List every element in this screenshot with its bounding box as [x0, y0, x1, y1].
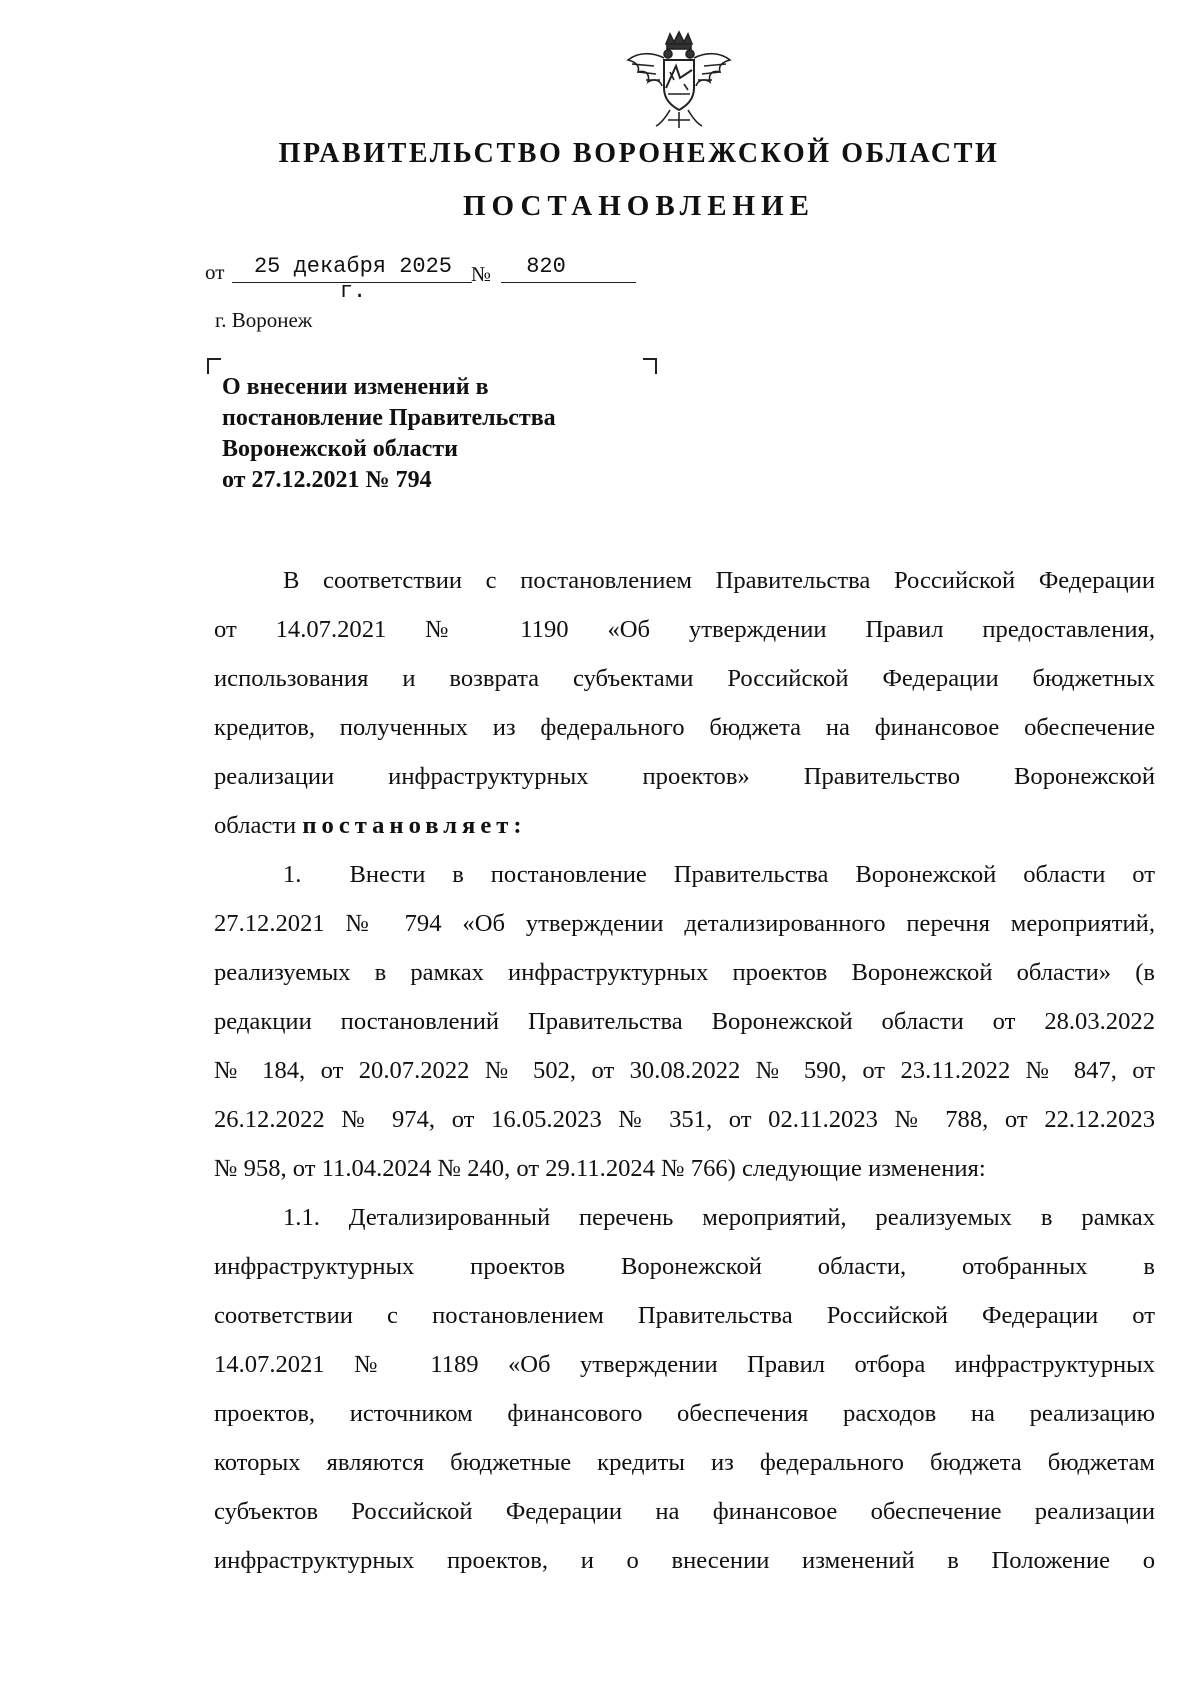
resolves-prefix: области — [214, 812, 297, 839]
from-label: от — [205, 260, 225, 284]
item-number: 1. — [283, 861, 302, 888]
body-line: В соответствии с постановлением Правительства Российской Федерации — [283, 567, 1155, 594]
organization-title: ПРАВИТЕЛЬСТВО ВОРОНЕЖСКОЙ ОБЛАСТИ — [278, 138, 1000, 169]
resolves-keyword: постановляет: — [302, 812, 527, 839]
body-line: № 184, от 20.07.2022 № 502, от 30.08.2022 № 590, от 23.11.2022 № 847, от — [214, 1057, 1155, 1084]
number-underline — [501, 282, 636, 283]
document-date: 25 декабря 2025 г. — [253, 254, 453, 304]
body-line: соответствии с постановлением Правительства Российской Федерации от — [214, 1302, 1155, 1329]
document-type-title: ПОСТАНОВЛЕНИЕ — [462, 190, 815, 222]
body-line: реализации инфраструктурных проектов» Правительство Воронежской — [214, 763, 1155, 790]
body-line: реализуемых в рамках инфраструктурных проектов Воронежской области» (в — [214, 959, 1155, 986]
city: г. Воронеж — [215, 308, 313, 332]
body-line: проектов, источником финансового обеспечения расходов на реализацию — [214, 1400, 1155, 1427]
body-line: которых являются бюджетные кредиты из федерального бюджета бюджетам — [214, 1449, 1155, 1476]
subject-line: Воронежской области — [222, 436, 458, 462]
body-line: кредитов, полученных из федерального бюджета на финансовое обеспечение — [214, 714, 1155, 741]
subject-line: постановление Правительства — [222, 405, 556, 431]
body-line: № 958, от 11.04.2024 № 240, от 29.11.2024 № 766) следующие изменения: — [214, 1155, 986, 1182]
body-line: от 14.07.2021 № 1190 «Об утверждении Правил предоставления, — [214, 616, 1155, 643]
body-line: субъектов Российской Федерации на финансовое обеспечение реализации — [214, 1498, 1155, 1525]
subject-line: О внесении изменений в — [222, 374, 489, 400]
bracket-top-left — [207, 358, 221, 374]
body-line-resolves — [214, 801, 1155, 850]
subject-line: от 27.12.2021 № 794 — [222, 467, 432, 493]
body-line: использования и возврата субъектами Российской Федерации бюджетных — [214, 665, 1155, 692]
body-line: редакции постановлений Правительства Воронежской области от 28.03.2022 — [214, 1008, 1155, 1035]
document-subject — [222, 372, 652, 496]
item-text: Внести в постановление Правительства Воронежской области от — [349, 861, 1155, 888]
document-body — [214, 556, 1155, 1585]
number-label: № — [471, 262, 492, 286]
item-1-first-line — [214, 850, 1155, 899]
body-line: 27.12.2021 № 794 «Об утверждении детализированного перечня мероприятий, — [214, 910, 1155, 937]
body-line: инфраструктурных проектов, и о внесении изменений в Положение о — [214, 1547, 1155, 1574]
document-number: 820 — [526, 254, 566, 279]
coat-of-arms-icon — [624, 30, 734, 130]
body-line: 26.12.2022 № 974, от 16.05.2023 № 351, от 02.11.2023 № 788, от 22.12.2023 — [214, 1106, 1155, 1133]
body-line: 14.07.2021 № 1189 «Об утверждении Правил отбора инфраструктурных — [214, 1351, 1155, 1378]
body-line: 1.1. Детализированный перечень мероприятий, реализуемых в рамках — [283, 1204, 1155, 1231]
body-line: инфраструктурных проектов Воронежской области, отобранных в — [214, 1253, 1155, 1280]
